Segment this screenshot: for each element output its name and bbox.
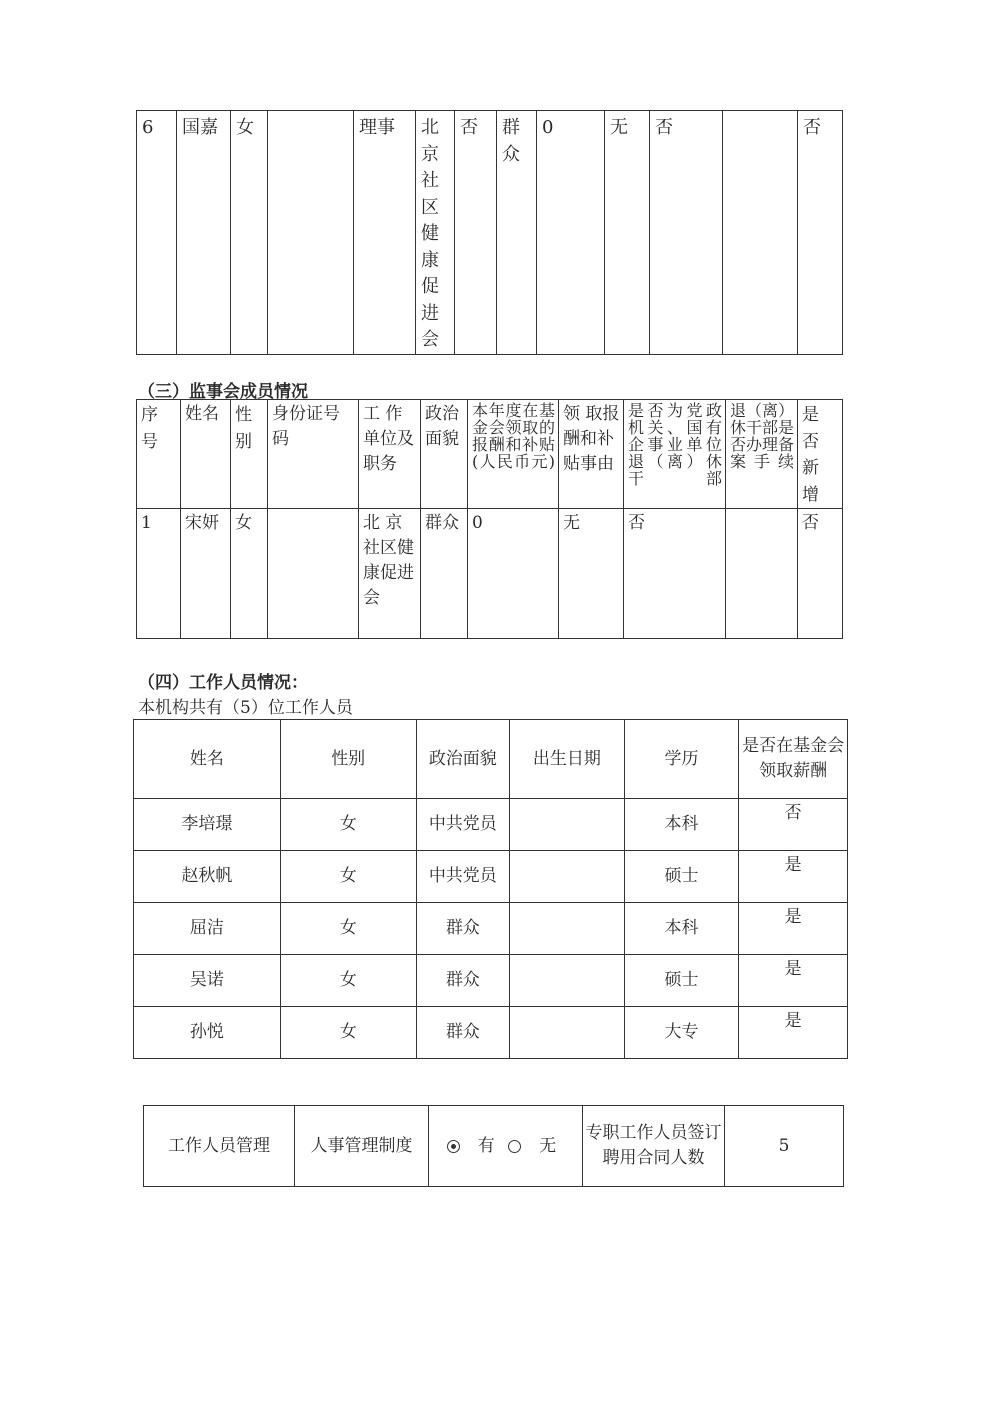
table-row [134,1007,848,1059]
board-name: 国嘉 [177,111,231,355]
header-gender-text: 性别 [235,405,252,452]
sup-retired [726,509,798,639]
staff-education: 硕士 [624,955,739,1007]
table-row [134,799,848,851]
header-no [137,400,181,509]
staff-header-name: 姓名 [134,720,281,799]
staff-header-political: 政治面貌 [416,720,510,799]
management-label: 工作人员管理 [144,1106,295,1187]
table-row [137,509,843,639]
staff-gender: 女 [280,903,416,955]
option-yes-label: 有 [477,1135,495,1156]
supervisors-table [136,399,843,639]
staff-education: 硕士 [624,851,739,903]
board-unit [416,111,455,355]
header-reason: 领 取报酬和补贴事由 [559,400,624,509]
sup-new: 否 [798,509,843,639]
table-row [134,851,848,903]
staff-header-education: 学历 [624,720,739,799]
contract-label: 专职工作人员签订聘用合同人数 [583,1106,725,1187]
header-retired: 退（离）休干部是否办理备案手续 [726,400,798,509]
staff-management-table [143,1105,844,1187]
sup-reason: 无 [559,509,624,639]
board-position: 理事 [354,111,416,355]
staff-gender: 女 [280,851,416,903]
staff-birth [510,903,625,955]
option-no-label: 无 [539,1135,557,1156]
header-compensation: 本年度在基金会领取的报酬和补贴(人民币元) [468,400,559,509]
board-political [497,111,537,355]
header-gender [231,400,268,509]
staff-political: 群众 [416,903,510,955]
staff-header-salary: 是否在基金会领取薪酬 [739,720,848,799]
hr-system-options [429,1106,583,1187]
sup-no: 1 [137,509,181,639]
staff-birth [510,851,625,903]
staff-political: 中共党员 [416,799,510,851]
board-compensation: 0 [537,111,605,355]
contract-count: 5 [725,1106,844,1187]
staff-salary: 是 [739,955,848,1007]
header-no-text: 序号 [141,405,158,452]
table-row [144,1106,844,1187]
board-new: 否 [798,111,843,355]
header-id: 身份证号码 [268,400,359,509]
header-cadre: 是否为党政机关、国有企事业单位退（离）休干部 [624,400,726,509]
staff-education: 本科 [624,903,739,955]
staff-salary: 是 [739,1007,848,1059]
header-name: 姓名 [181,400,231,509]
staff-table [133,719,848,1059]
staff-header-gender: 性别 [280,720,416,799]
staff-political: 中共党员 [416,851,510,903]
board-reason: 无 [605,111,650,355]
staff-name: 吴诺 [134,955,281,1007]
staff-birth [510,955,625,1007]
staff-gender: 女 [280,799,416,851]
table-row [137,111,843,355]
board-unit-text: 北京社区健康促进会 [421,117,439,350]
header-new [798,400,843,509]
staff-political: 群众 [416,1007,510,1059]
table-header-row [134,720,848,799]
staff-count-line: 本机构共有（5）位工作人员 [138,698,353,718]
staff-gender: 女 [280,955,416,1007]
staff-name: 屈洁 [134,903,281,955]
section-title-supervisors: （三）监事会成员情况 [138,382,308,402]
table-row [134,903,848,955]
table-row [134,955,848,1007]
header-new-text: 是否新增 [802,405,819,505]
sup-gender: 女 [231,509,268,639]
board-id-number [268,111,354,355]
sup-job: 北 京社区健康促进会 [359,509,421,639]
board-gender: 女 [231,111,268,355]
staff-salary: 是 [739,851,848,903]
sup-cadre: 否 [624,509,726,639]
staff-name: 李培璟 [134,799,281,851]
header-job: 工 作单位及职务 [359,400,421,509]
board-no: 6 [137,111,177,355]
radio-no-icon[interactable] [508,1140,521,1153]
sup-name: 宋妍 [181,509,231,639]
sup-compensation: 0 [468,509,559,639]
board-col7: 否 [455,111,497,355]
sup-political: 群众 [421,509,468,639]
staff-birth [510,1007,625,1059]
staff-salary: 是 [739,903,848,955]
header-political: 政治面貌 [421,400,468,509]
staff-education: 本科 [624,799,739,851]
staff-gender: 女 [280,1007,416,1059]
staff-name: 孙悦 [134,1007,281,1059]
staff-salary: 否 [739,799,848,851]
board-retired [723,111,798,355]
radio-yes-selected-icon[interactable] [447,1140,460,1153]
staff-political: 群众 [416,955,510,1007]
table-header-row [137,400,843,509]
staff-name: 赵秋帆 [134,851,281,903]
board-members-table [136,110,843,355]
section-title-staff: （四）工作人员情况： [138,673,308,693]
hr-system-label: 人事管理制度 [295,1106,429,1187]
board-party-cadre: 否 [650,111,723,355]
sup-id [268,509,359,639]
staff-birth [510,799,625,851]
board-political-text: 群众 [502,117,520,165]
staff-education: 大专 [624,1007,739,1059]
staff-header-birth: 出生日期 [510,720,625,799]
